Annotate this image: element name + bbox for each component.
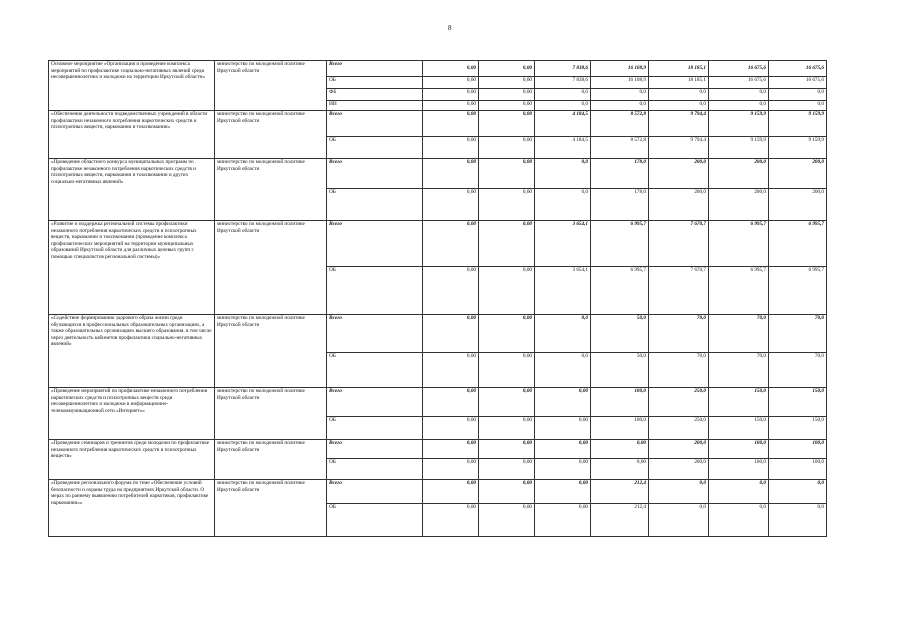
amount-cell: 50,0 (591, 353, 649, 388)
amount-cell: 0,0 (649, 89, 709, 101)
funding-source: ОБ (327, 267, 423, 315)
table-row (49, 111, 827, 137)
amount-cell: 6 995,7 (591, 267, 649, 315)
amount-cell: 0,00 (423, 137, 479, 159)
amount-cell: 16 675,6 (769, 77, 827, 89)
amount-cell: 0,00 (423, 89, 479, 101)
amount-cell: 0,00 (535, 417, 591, 440)
table-body (49, 61, 827, 537)
amount-cell: 0,00 (479, 315, 535, 353)
amount-cell: 7 670,7 (649, 267, 709, 315)
amount-cell: 0,00 (423, 159, 479, 189)
amount-cell: 0,00 (423, 267, 479, 315)
amount-cell: 0,00 (535, 480, 591, 504)
funding-source: ИИ (327, 101, 423, 111)
funding-source: ОБ (327, 77, 423, 89)
amount-cell: 0,0 (709, 504, 769, 537)
amount-cell: 0,00 (423, 480, 479, 504)
amount-cell: 70,0 (649, 315, 709, 353)
funding-source: ФБ (327, 89, 423, 101)
amount-cell: 0,00 (479, 61, 535, 77)
amount-cell: 0,00 (535, 504, 591, 537)
activity-description: «Обеспечение деятельности подведомственных учреждений в области профилактики незаконного потребления наркотических средств и психотропных веществ, наркомании и токсикомании» (49, 111, 215, 159)
amount-cell: 0,00 (423, 101, 479, 111)
amount-cell: 0,00 (535, 440, 591, 459)
amount-cell: 100,0 (591, 388, 649, 417)
amount-cell: 100,0 (709, 459, 769, 480)
activity-description: Основное мероприятие «Организация и проведение комплекса мероприятий по профилактике социально-негативных явлений среди несовершеннолетних и молодежи на территории Иркутской области» (49, 61, 215, 111)
amount-cell: 9 159,9 (709, 137, 769, 159)
amount-cell: 0,0 (769, 89, 827, 101)
responsible-executor: министерство по молодежной политике Иркутской области (215, 480, 327, 537)
amount-cell: 150,0 (709, 417, 769, 440)
amount-cell: 70,0 (709, 315, 769, 353)
responsible-executor: министерство по молодежной политике Иркутской области (215, 315, 327, 388)
funding-source: Всего (327, 480, 423, 504)
amount-cell: 100,0 (709, 440, 769, 459)
amount-cell: 200,0 (709, 189, 769, 221)
activity-description: «Проведение семинаров и тренингов среди молодежи по профилактике незаконного потребления наркотических средств и психотропных веществ» (49, 440, 215, 480)
amount-cell: 0,0 (591, 101, 649, 111)
responsible-executor: министерство по молодежной политике Иркутской области (215, 159, 327, 221)
amount-cell: 200,0 (649, 459, 709, 480)
amount-cell: 0,00 (423, 353, 479, 388)
amount-cell: 0,00 (479, 77, 535, 89)
amount-cell: 4 184,5 (535, 111, 591, 137)
amount-cell: 0,0 (709, 101, 769, 111)
amount-cell: 6 995,7 (769, 267, 827, 315)
funding-source: Всего (327, 111, 423, 137)
table-row (49, 480, 827, 504)
amount-cell: 0,00 (479, 504, 535, 537)
amount-cell: 0,0 (649, 480, 709, 504)
amount-cell: 0,00 (591, 440, 649, 459)
amount-cell: 0,00 (423, 459, 479, 480)
amount-cell: 0,00 (479, 480, 535, 504)
amount-cell: 0,0 (769, 480, 827, 504)
amount-cell: 100,0 (591, 417, 649, 440)
amount-cell: 178,0 (591, 159, 649, 189)
amount-cell: 16 108,9 (591, 61, 649, 77)
amount-cell: 9 794,4 (649, 111, 709, 137)
amount-cell: 0,0 (535, 189, 591, 221)
amount-cell: 0,00 (423, 388, 479, 417)
amount-cell: 0,00 (423, 189, 479, 221)
funding-source: Всего (327, 440, 423, 459)
amount-cell: 200,0 (769, 189, 827, 221)
amount-cell: 150,0 (709, 388, 769, 417)
funding-source: Всего (327, 221, 423, 267)
amount-cell: 0,00 (535, 459, 591, 480)
amount-cell: 16 675,6 (709, 61, 769, 77)
funding-source: ОБ (327, 504, 423, 537)
amount-cell: 0,00 (423, 315, 479, 353)
amount-cell: 18 185,1 (649, 77, 709, 89)
amount-cell: 6 995,7 (709, 221, 769, 267)
amount-cell: 0,00 (479, 267, 535, 315)
table-row (49, 159, 827, 189)
amount-cell: 150,0 (769, 417, 827, 440)
amount-cell: 7 670,7 (649, 221, 709, 267)
amount-cell: 16 108,9 (591, 77, 649, 89)
funding-source: ОБ (327, 137, 423, 159)
amount-cell: 0,00 (535, 388, 591, 417)
amount-cell: 0,0 (591, 89, 649, 101)
amount-cell: 0,00 (479, 417, 535, 440)
amount-cell: 0,00 (479, 440, 535, 459)
amount-cell: 0,0 (535, 101, 591, 111)
funding-source: Всего (327, 61, 423, 77)
amount-cell: 0,00 (479, 101, 535, 111)
amount-cell: 0,00 (479, 388, 535, 417)
amount-cell: 3 654,1 (535, 267, 591, 315)
amount-cell: 0,00 (591, 459, 649, 480)
amount-cell: 3 654,1 (535, 221, 591, 267)
amount-cell: 250,0 (649, 417, 709, 440)
amount-cell: 9 159,9 (769, 137, 827, 159)
amount-cell: 0,00 (479, 353, 535, 388)
table-row (49, 440, 827, 459)
amount-cell: 100,0 (769, 459, 827, 480)
activity-description: «Проведение мероприятий по профилактике незаконного потребления наркотических средств и психотропных веществ среди несовершеннолетних и молодежи в информационно-телекоммуникационной сети «Интернет»» (49, 388, 215, 440)
funding-source: Всего (327, 315, 423, 353)
amount-cell: 0,00 (423, 440, 479, 459)
amount-cell: 212,4 (591, 480, 649, 504)
amount-cell: 70,0 (769, 353, 827, 388)
funding-source: ОБ (327, 417, 423, 440)
amount-cell: 200,0 (769, 159, 827, 189)
funding-source: Всего (327, 388, 423, 417)
amount-cell: 200,0 (649, 189, 709, 221)
amount-cell: 70,0 (649, 353, 709, 388)
amount-cell: 6 995,7 (709, 267, 769, 315)
amount-cell: 0,0 (535, 89, 591, 101)
amount-cell: 0,00 (423, 417, 479, 440)
amount-cell: 0,0 (535, 159, 591, 189)
responsible-executor: министерство по молодежной политике Иркутской области (215, 111, 327, 159)
amount-cell: 0,00 (423, 111, 479, 137)
amount-cell: 200,0 (649, 159, 709, 189)
responsible-executor: министерство по молодежной политике Иркутской области (215, 61, 327, 111)
amount-cell: 4 184,5 (535, 137, 591, 159)
amount-cell: 0,0 (535, 315, 591, 353)
amount-cell: 7 838,6 (535, 77, 591, 89)
amount-cell: 0,0 (649, 504, 709, 537)
amount-cell: 9 159,9 (709, 111, 769, 137)
amount-cell: 8 572,8 (591, 137, 649, 159)
amount-cell: 0,00 (479, 89, 535, 101)
amount-cell: 0,00 (423, 504, 479, 537)
table-row (49, 221, 827, 267)
amount-cell: 0,00 (479, 111, 535, 137)
amount-cell: 0,00 (423, 221, 479, 267)
activity-description: «Проведение регионального форума по теме «Обеспечение условий безопасности и охраны труда на предприятиях Иркутской области. О мерах по раннему выявлению потребителей наркотиков, профилактике наркомании»» (49, 480, 215, 537)
amount-cell: 100,0 (769, 440, 827, 459)
amount-cell: 178,0 (591, 189, 649, 221)
amount-cell: 70,0 (769, 315, 827, 353)
activity-description: «Развитие и поддержка региональной системы профилактики незаконного потребления наркотических средств и психотропных веществ, наркомании и токсикомании (проведение комплекса профилактических мероприятий на территории муниципальных образований Иркутской области для различных целевых групп с помощью специалистов региональной системы)» (49, 221, 215, 315)
funding-source: ОБ (327, 189, 423, 221)
amount-cell: 0,00 (479, 459, 535, 480)
amount-cell: 9 794,4 (649, 137, 709, 159)
amount-cell: 70,0 (709, 353, 769, 388)
amount-cell: 16 675,6 (709, 77, 769, 89)
amount-cell: 6 995,7 (769, 221, 827, 267)
table-row (49, 388, 827, 417)
amount-cell: 0,00 (479, 137, 535, 159)
amount-cell: 0,0 (535, 353, 591, 388)
amount-cell: 8 572,8 (591, 111, 649, 137)
funding-source: ОБ (327, 353, 423, 388)
amount-cell: 150,0 (769, 388, 827, 417)
financing-table (48, 60, 827, 537)
amount-cell: 250,0 (649, 388, 709, 417)
funding-source: Всего (327, 159, 423, 189)
amount-cell: 0,00 (479, 189, 535, 221)
table-row (49, 315, 827, 353)
amount-cell: 0,0 (769, 101, 827, 111)
table-row (49, 61, 827, 77)
amount-cell: 16 675,6 (769, 61, 827, 77)
responsible-executor: министерство по молодежной политике Иркутской области (215, 440, 327, 480)
page-number: 8 (448, 24, 452, 32)
amount-cell: 0,0 (649, 101, 709, 111)
amount-cell: 0,00 (479, 159, 535, 189)
activity-description: «Содействие формированию здорового образа жизни среди обучающихся в профессиональных образовательных организациях, а также образовательных организациях высшего образования, в том числе через деятельность кабинетов профилактики социально-негативных явлений» (49, 315, 215, 388)
amount-cell: 6 995,7 (591, 221, 649, 267)
amount-cell: 0,00 (423, 61, 479, 77)
amount-cell: 200,0 (709, 159, 769, 189)
amount-cell: 7 838,6 (535, 61, 591, 77)
amount-cell: 212,4 (591, 504, 649, 537)
amount-cell: 18 185,1 (649, 61, 709, 77)
amount-cell: 9 159,9 (769, 111, 827, 137)
funding-source: ОБ (327, 459, 423, 480)
amount-cell: 0,0 (769, 504, 827, 537)
amount-cell: 200,0 (649, 440, 709, 459)
responsible-executor: министерство по молодежной политике Иркутской области (215, 388, 327, 440)
amount-cell: 50,0 (591, 315, 649, 353)
amount-cell: 0,0 (709, 89, 769, 101)
responsible-executor: министерство по молодежной политике Иркутской области (215, 221, 327, 315)
amount-cell: 0,00 (479, 221, 535, 267)
amount-cell: 0,00 (423, 77, 479, 89)
activity-description: «Проведение областного конкурса муниципальных программ по профилактике незаконного потребления наркотических средств и психотропных веществ, наркомании и токсикомании и других социально-негативных явлений» (49, 159, 215, 221)
amount-cell: 0,0 (709, 480, 769, 504)
